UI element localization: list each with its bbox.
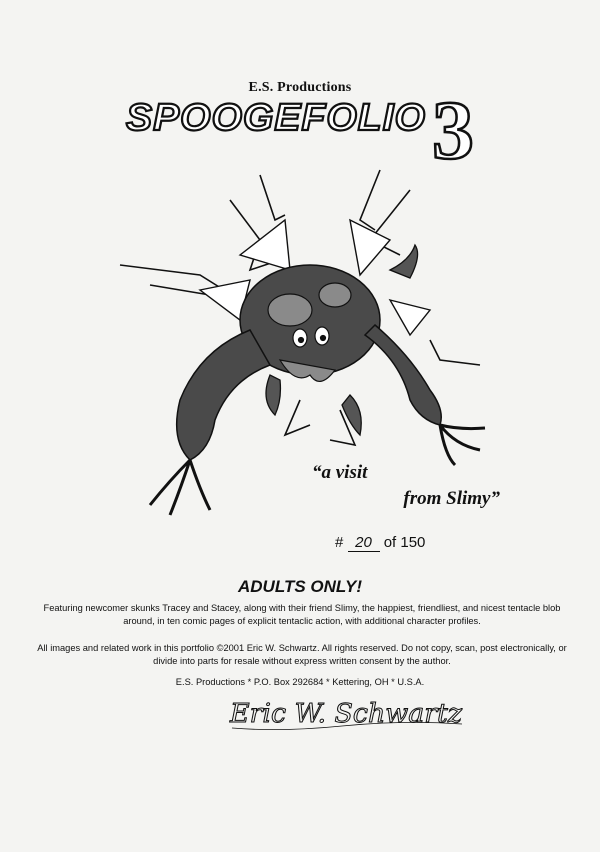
description-text: Featuring newcomer skunks Tracey and Stacey, along with their friend Slimy, the happiest, friendliest, and nicest tentacle blob around, in ten comic pages of explicit tentaclic action, with additional character profiles. bbox=[43, 603, 561, 626]
adults-only-heading: ADULTS ONLY! bbox=[237, 577, 363, 596]
copyright-notice: All images and related work in this portfolio ©2001 Eric W. Schwartz. All rights reserved. Do not copy, scan, post electronically, or divide into parts for resale without express written consent by the author. bbox=[37, 643, 567, 666]
edition-copy-number: 20 bbox=[348, 534, 380, 552]
edition-number bbox=[335, 534, 475, 552]
signature-script: Eric W. Schwartz bbox=[228, 699, 463, 729]
author-signature bbox=[222, 688, 472, 738]
publisher-address: E.S. Productions * P.O. Box 292684 * Kettering, OH * U.S.A. bbox=[175, 677, 425, 687]
logo-volume-number: 3 bbox=[432, 86, 474, 176]
story-subtitle bbox=[300, 460, 500, 512]
subtitle-line-2: from Slimy” bbox=[403, 488, 500, 509]
edition-total: of 150 bbox=[383, 534, 426, 551]
subtitle-line-1: “a visit bbox=[312, 462, 368, 483]
logo-wordmark: SPOOGEFOLIO bbox=[126, 97, 427, 139]
publisher-name: E.S. Productions bbox=[248, 80, 352, 95]
edition-prefix: # bbox=[335, 534, 344, 551]
